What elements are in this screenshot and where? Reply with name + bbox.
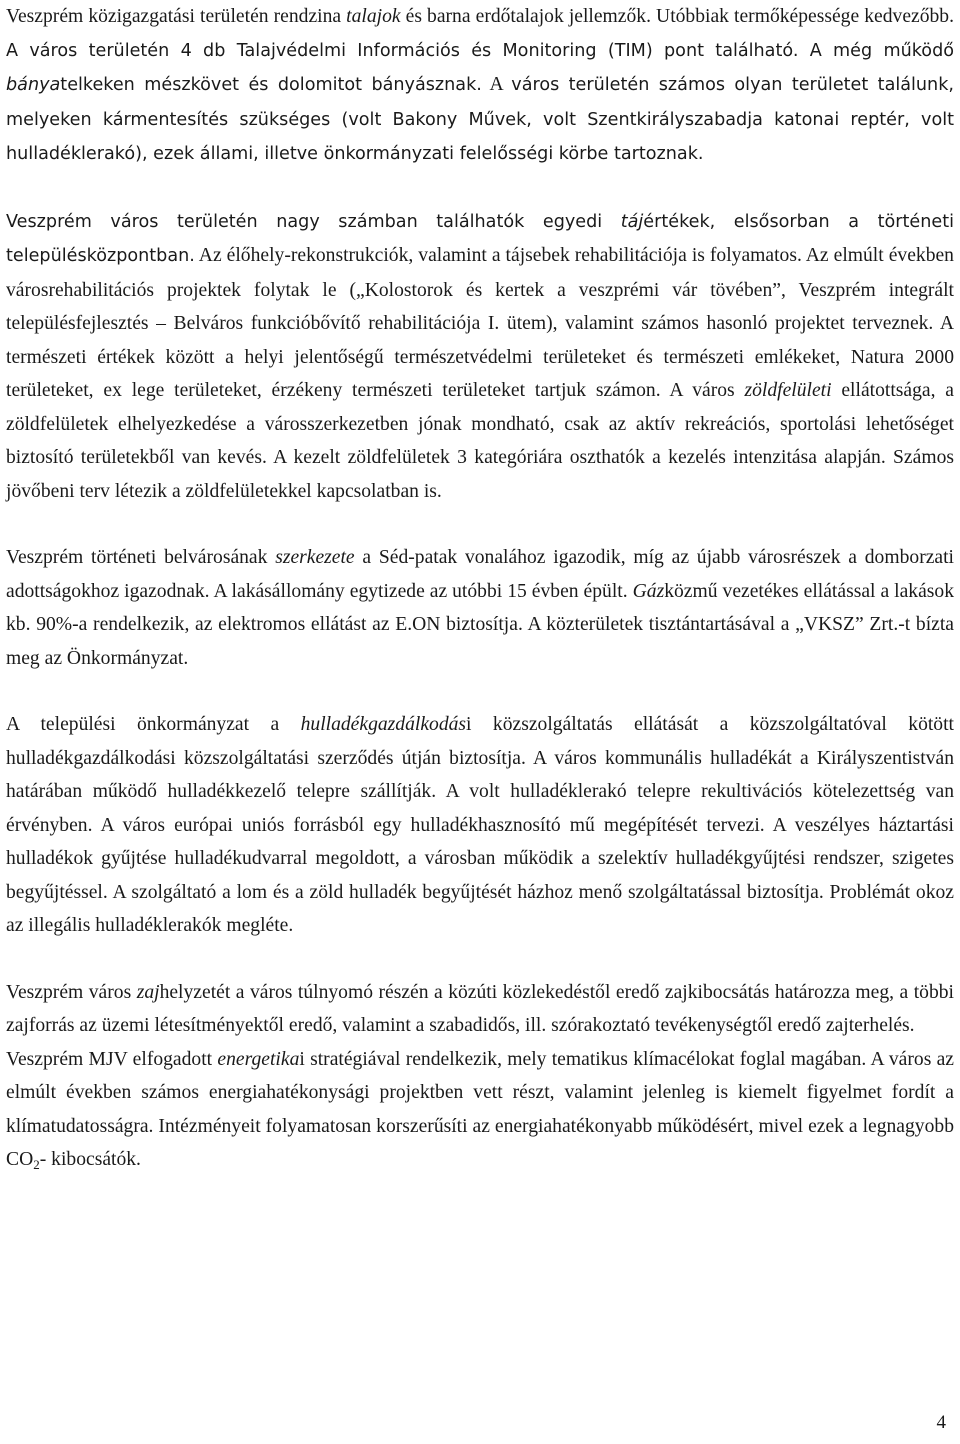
text-run: Veszprém MJV elfogadott [6,1048,218,1070]
text-run: A város területén 4 db Talajvédelmi Információs és Monitoring (TIM) pont található. A még működő [6,40,954,61]
italic-term: szerkezete [275,547,355,568]
italic-term: Gáz [632,580,665,602]
paragraph-noise [6,976,954,1043]
paragraph-landscape-green-areas [6,205,954,509]
text-run: telkeken mészkövet és dolomitot bányásznak. [60,75,482,95]
italic-term: hulladékgazdálkodás [300,714,467,735]
italic-term: zöldfelületi [744,380,832,401]
text-run: Az élőhely-rekonstrukciók, valamint a tájsebek rehabilitációja is folyamatos. [194,245,806,266]
text-run: Veszprém város területén nagy számban találhatók egyedi [6,211,621,232]
text-run: és barna erdőtalajok jellemzők. Utóbbiak termőképessége kedvezőbb. [400,6,955,27]
paragraph-energy [6,1043,954,1182]
italic-term: energetika [217,1048,300,1070]
text-run: Veszprém közigazgatási területén rendzina [6,6,347,27]
italic-term: bánya [6,75,61,95]
text-run: i közszolgáltatás ellátását a közszolgáltatóval kötött hulladékgazdálkodási közszolgáltatási szerződés útján biztosítja. A város kommunális hulladékát a Királyszentistván határában működő hulladékkezelő telepre szállítják. A volt hulladéklerakó telepre rekultivációs kötelezettség van érvényben. A város európai uniós forrásból egy hulladékhasznosító mű megépítését tervezi. A veszélyes háztartási hulladékok gyűjtése hulladékudvarral megoldott, a városban működik a szelektív hulladékgyűjtési rendszer, szigetes begyűjtéssel. A szolgáltató a lom és a zöld hulladék begyűjtését házhoz menő szolgáltatással biztosítja. Problémát okoz az illegális hulladéklerakók megléte. [6,714,954,936]
italic-term: táj [620,211,644,232]
text-run: i stratégiával rendelkezik, mely tematikus klímacélokat foglal magában. A város az elmúlt években számos energiahatékonysági projektben vett részt, valamint jelenleg is kiemelt figyelmet fordít a klímatudatosságra. Intézményeit folyamatosan korszerűsíti az energiahatékonyabb működésért, mivel ezek a legnagyobb CO [6,1048,954,1170]
paragraph-town-structure-utilities [6,541,954,675]
text-run: - kibocsátók. [39,1149,141,1170]
text-run: Az elmúlt években városrehabilitációs projektek folytak le („Kolostorok és kertek a veszprémi vár tövében”, Veszprém integrált településfejlesztés – Belváros funkcióbővítő rehabilitációja I. ütem), valamint számos hasonló projektet terveznek. A természeti értékek között a helyi jelentőségű természetvédelmi területeket és természeti emlékeket, Natura 2000 területeket, ex lege területeket, érzékeny természeti területeket tartjuk számon. A város [6,245,954,401]
text-run: ellátottsága, a zöldfelületek elhelyezkedése a városszerkezetben jónak mondható, csak az aktív rekreációs, sportolási lehetőséget biztosító területekből van kevés. A kezelt zöldfelületek 3 kategóriára oszthatók a kezelés intenzitása alapján. Számos jövőbeni terv létezik a zöldfelületekkel kapcsolatban is. [6,380,954,502]
document-page [6,0,954,1182]
italic-term: talajok [346,6,401,27]
text-run: helyzetét a város túlnyomó részén a közúti közlekedéstől eredő zajkibocsátás határozza meg, a többi zajforrás az üzemi létesítményektől eredő, valamint a szabadidős, ill. szórakoztató tevékenységtől eredő zajterhelés. [6,981,954,1036]
subscript: 2 [33,1157,40,1172]
text-run: a Séd-patak vonalához igazodik, míg az újabb városrészek a domborzati adottságokhoz igazodnak. A lakásállomány egytizede az utóbbi 15 évben épült. [6,547,954,602]
page-number: 4 [936,1412,946,1433]
italic-term: zaj [136,981,160,1003]
paragraph-soil-mining [6,0,954,172]
text-run: A [481,74,512,95]
text-run: Veszprém város [6,981,137,1003]
text-run: A települési önkormányzat a [6,714,301,735]
text-run: város területén számos olyan területet találunk, melyeken kármentesítés szükséges (volt Bakony Művek, volt Szentkirályszabadja katonai reptér, volt hulladéklerakó), ezek állami, illetve önkormányzati felelősségi körbe tartoznak. [6,75,954,164]
text-run: Veszprém történeti belvárosának [6,547,276,568]
text-run: közmű vezetékes ellátással a lakások kb. 90%-a rendelkezik, az elektromos ellátást az E.ON biztosítja. A közterületek tisztántartásával a „VKSZ” Zrt.-t bízta meg az Önkormányzat. [6,580,954,669]
paragraph-waste-management [6,708,954,943]
text-run: értékek, elsősorban a történeti településközpontban. [6,211,955,266]
